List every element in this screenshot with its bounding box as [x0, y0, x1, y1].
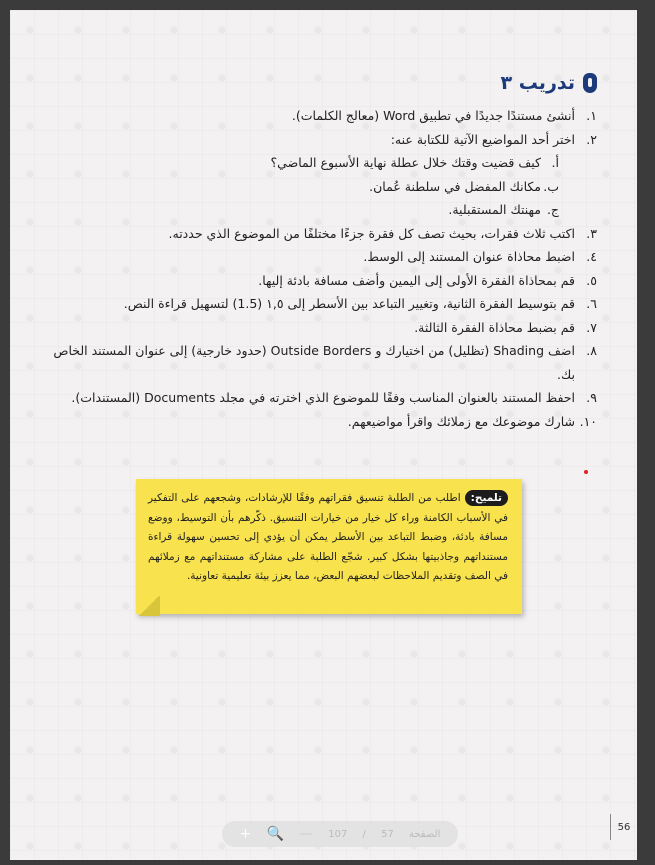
item-number: ٩. — [586, 390, 597, 405]
item-text: قم بضبط محاذاة الفقرة الثالثة. — [414, 319, 575, 335]
item-text: أنشئ مستندًا جديدًا في تطبيق Word (معالج الكلمات). — [291, 108, 575, 123]
list-item — [50, 292, 597, 316]
list-item — [50, 316, 597, 340]
total-pages: 107 — [328, 828, 348, 840]
item-number: ٨. — [586, 343, 597, 358]
current-page-input[interactable]: 57 — [381, 828, 394, 840]
note-fold-corner — [138, 596, 160, 616]
topic-options — [50, 151, 575, 222]
page-number: 56 — [610, 814, 637, 840]
list-item — [50, 339, 597, 386]
list-item — [50, 269, 597, 293]
item-number: ١. — [586, 108, 597, 123]
sub-item — [50, 151, 559, 175]
item-number: ٥. — [586, 272, 597, 288]
item-number: ٧. — [586, 319, 597, 335]
zoom-icon[interactable]: 🔍 — [266, 826, 284, 842]
list-item — [50, 222, 597, 246]
item-text: شارك موضوعك مع زملائك واقرأ مواضيعهم. — [347, 413, 575, 429]
tip-sticky-note — [136, 479, 522, 614]
viewer-toolbar — [222, 821, 458, 847]
item-text: قم بمحاذاة الفقرة الأولى إلى اليمين وأضف مسافة بادئة إليها. — [258, 272, 575, 288]
item-number: ٢. — [586, 131, 597, 147]
list-item — [50, 245, 597, 269]
document-page — [10, 10, 637, 860]
item-text: اكتب ثلاث فقرات، بحيث تصف كل فقرة جزءًا مختلفًا من الموضوع الذي حددته. — [168, 225, 575, 241]
exercise-list — [50, 104, 597, 433]
item-number: ١٠. — [579, 413, 597, 429]
item-number: ٣. — [586, 225, 597, 241]
list-item — [50, 386, 597, 410]
sub-item-letter: ب. — [543, 178, 559, 194]
item-text: اختر أحد المواضيع الآتية للكتابة عنه: — [390, 131, 575, 147]
sub-item-text: مكانك المفضل في سلطنة عُمان. — [369, 178, 541, 194]
zoom-in-button[interactable]: + — [239, 826, 252, 842]
item-text: قم بتوسيط الفقرة الثانية، وتغيير التباعد بين الأسطر إلى ١,٥ (1.5) لتسهيل قراءة النص. — [123, 296, 575, 311]
exercise-heading — [50, 72, 597, 94]
sub-item-letter: أ. — [551, 155, 559, 170]
exercise-title: تدريب ٣ — [500, 72, 575, 94]
tip-text: اطلب من الطلبة تنسيق فقراتهم وفقًا للإرشادات، وشجعهم على التفكير في الأسباب الكامنة وراء كل خيار من خيارات التنسيق. ذكّرهم بأن التوسيط، ووضع مسافة بادئة، وضبط التباعد بين الأسطر يمكن أن يؤدي إلى تحسين سهولة قراءة مستنداتهم وجاذبيتها بشكل كبير. شجّع الطلبة على مشاركة مستنداتهم مع زملائهم في الصف وتقديم الملاحظات لبعضهم البعض، مما يعزز بيئة تعليمية تعاونية. — [148, 492, 508, 582]
exercise-content — [50, 72, 597, 433]
sub-item — [50, 175, 559, 199]
tip-label: تلميح: — [465, 490, 508, 506]
item-text: اضبط محاذاة عنوان المستند إلى الوسط. — [363, 249, 575, 264]
list-item — [50, 128, 597, 222]
sub-item-text: مهنتك المستقبلية. — [448, 202, 541, 217]
item-text: احفظ المستند بالعنوان المناسب وفقًا للموضوع الذي اخترته في مجلد Documents (المستندات). — [71, 390, 575, 405]
page-label: الصفحة — [408, 828, 441, 840]
pin-icon — [583, 73, 597, 93]
zoom-out-button[interactable]: — — [299, 826, 314, 842]
red-dot-marker — [584, 470, 588, 474]
list-item — [50, 104, 597, 128]
item-number: ٦. — [586, 296, 597, 311]
sub-item-text: كيف قضيت وقتك خلال عطلة نهاية الأسبوع الماضي؟ — [270, 155, 541, 170]
sub-item — [50, 198, 559, 222]
page-separator: / — [362, 828, 366, 840]
item-text: اضف Shading (تظليل) من اختيارك و Outside Borders (حدود خارجية) إلى عنوان المستند الخاص بك. — [53, 343, 575, 382]
sub-item-letter: ج. — [546, 202, 559, 217]
list-item — [50, 410, 597, 434]
item-number: ٤. — [586, 249, 597, 264]
